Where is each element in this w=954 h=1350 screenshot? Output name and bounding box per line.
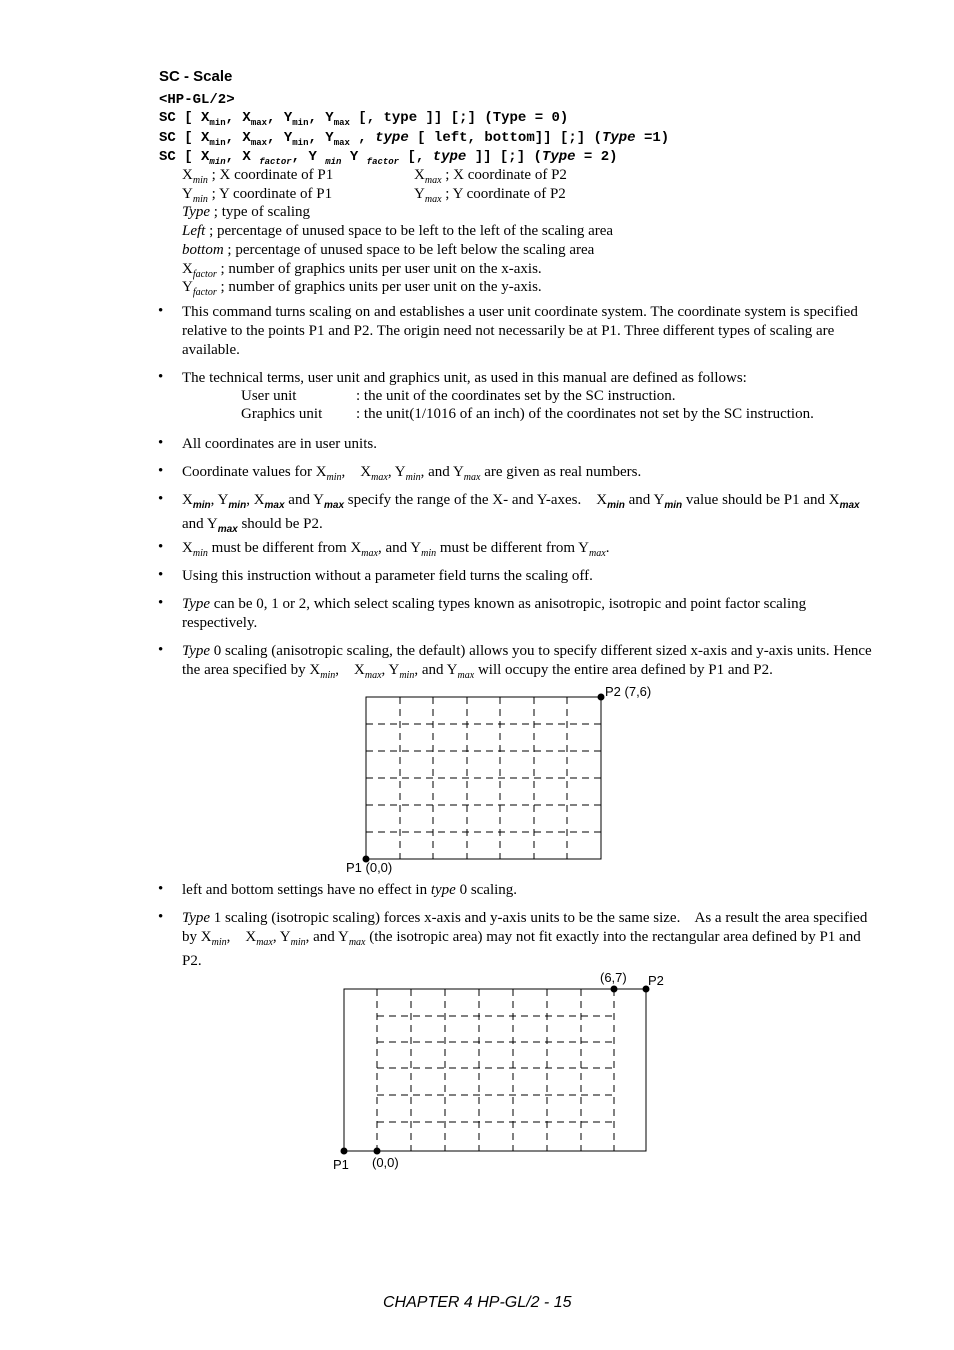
bullet-text: $X_{min}$ must be different from $X_{max}$, and $Y_{min}$ must be different from $Y_{max}$. [182, 540, 610, 559]
param-ymax: $Y_{max}$ ; Y coordinate of P2 [414, 186, 566, 205]
p1-point [341, 1148, 348, 1155]
bullet-icon: • [158, 642, 164, 658]
bullet-icon: • [158, 303, 164, 319]
bullet-text: Type 0 scaling (anisotropic scaling, the default) allows you to specify different sized x-axis and y-axis units. Hence the area specified by $X_{min}$, $X_{max}$, $Y_{min}$, and $Y_{max}$ will occupy the entire area defined by P1 and P2. [182, 643, 872, 681]
graphics-unit-term: Graphics unit [241, 406, 323, 422]
bullet-icon: • [158, 567, 164, 583]
bullet-icon: • [158, 881, 164, 897]
syntax-line-2: SC [ $X_{min}$, $X_{max}$, $Y_{min}$, $Y_{max}$ , type [ left, bottom]] [;] (Type =1) [159, 130, 670, 148]
bullet-icon: • [158, 369, 164, 385]
param-xmax: $X_{max}$ ; X coordinate of P2 [414, 167, 567, 186]
param-bottom: bottom ; percentage of unused space to be left below the scaling area [182, 242, 595, 258]
param-left: Left ; percentage of unused space to be left to the left of the scaling area [182, 223, 614, 239]
diagram2-p1-label: P1 [333, 1157, 349, 1172]
hpgl-label: <HP-GL/2> [159, 92, 235, 108]
param-xfactor: $X_{factor}$ ; number of graphics units per user unit on the x-axis. [182, 261, 542, 280]
bullet-icon: • [158, 435, 164, 451]
diagram2-origin-label: (0,0) [372, 1155, 399, 1170]
bullet-text: The technical terms, user unit and graphics unit, as used in this manual are defined as follows: [182, 370, 747, 386]
bullet-text: left and bottom settings have no effect in type 0 scaling. [182, 882, 518, 898]
diagram1-p2-label: P2 (7,6) [605, 684, 652, 699]
section-heading: SC - Scale [159, 68, 233, 85]
corner-point [611, 986, 618, 993]
bullet-text: This command turns scaling on and establishes a user unit coordinate system. The coordinate system is specified relative to the points P1 and P2. The origin need not necessarily be at P1. Three different types of scaling are available. [182, 304, 858, 358]
bullet-icon: • [158, 595, 164, 611]
bullet-icon: • [158, 909, 164, 925]
diagram1-p1-label: P1 (0,0) [346, 860, 393, 875]
diagram2-corner-label: (6,7) [600, 970, 627, 985]
bullet-text: Coordinate values for $X_{min}$, $X_{max}$, $Y_{min}$, and $Y_{max}$ are given as real numbers. [182, 464, 642, 483]
param-xmin: $X_{min}$ ; X coordinate of P1 [182, 167, 334, 186]
bullet-text: Using this instruction without a parameter field turns the scaling off. [182, 568, 593, 584]
diagram2-p2-label: P2 [648, 973, 664, 988]
graphics-unit-def: : the unit(1/1016 of an inch) of the coordinates not set by the SC instruction. [356, 406, 814, 422]
bullet-icon: • [158, 539, 164, 555]
syntax-line-1: SC [ $X_{min}$, $X_{max}$, $Y_{min}$, $Y_{max}$ [, type ]] [;] (Type = 0) [159, 110, 569, 128]
page-footer: CHAPTER 4 HP-GL/2 - 15 [383, 1294, 572, 1311]
bullet-text: Type 1 scaling (isotropic scaling) forces x-axis and y-axis units to be the same size. As a result the area specified by $X_{min}$, $X_{max}$, $Y_{min}$, and $Y_{max}$ (the isotropic area) may not fit exactly into the rectangular area defined by P1 and P2. [182, 910, 868, 969]
bullet-text: Type can be 0, 1 or 2, which select scaling types known as anisotropic, isotropic and point factor scaling respectively. [182, 596, 807, 631]
param-ymin: $Y_{min}$ ; Y coordinate of P1 [182, 186, 333, 205]
user-unit-term: User unit [241, 388, 297, 404]
user-unit-def: : the unit of the coordinates set by the SC instruction. [356, 388, 676, 404]
bullet-text: $X_{min}$, $Y_{min}$, $X_{max}$ and $Y_{max}$ specify the range of the X- and Y-axes. $X_{min}$ and $Y_{min}$ value should be P1 and $X_{max}$ and $Y_{max}$ should be P2. [182, 492, 860, 535]
bullet-icon: • [158, 491, 164, 507]
syntax-line-3: SC [ $X_{min}$, X $_{factor}$, Y $_{min}$ Y $_{factor}$ [, type ]] [;] (Type = 2) [159, 149, 618, 167]
param-type: Type ; type of scaling [182, 204, 311, 220]
param-yfactor: $Y_{factor}$ ; number of graphics units per user unit on the y-axis. [182, 279, 542, 298]
bullet-text: All coordinates are in user units. [182, 436, 377, 452]
bullet-icon: • [158, 463, 164, 479]
origin-point [374, 1148, 381, 1155]
